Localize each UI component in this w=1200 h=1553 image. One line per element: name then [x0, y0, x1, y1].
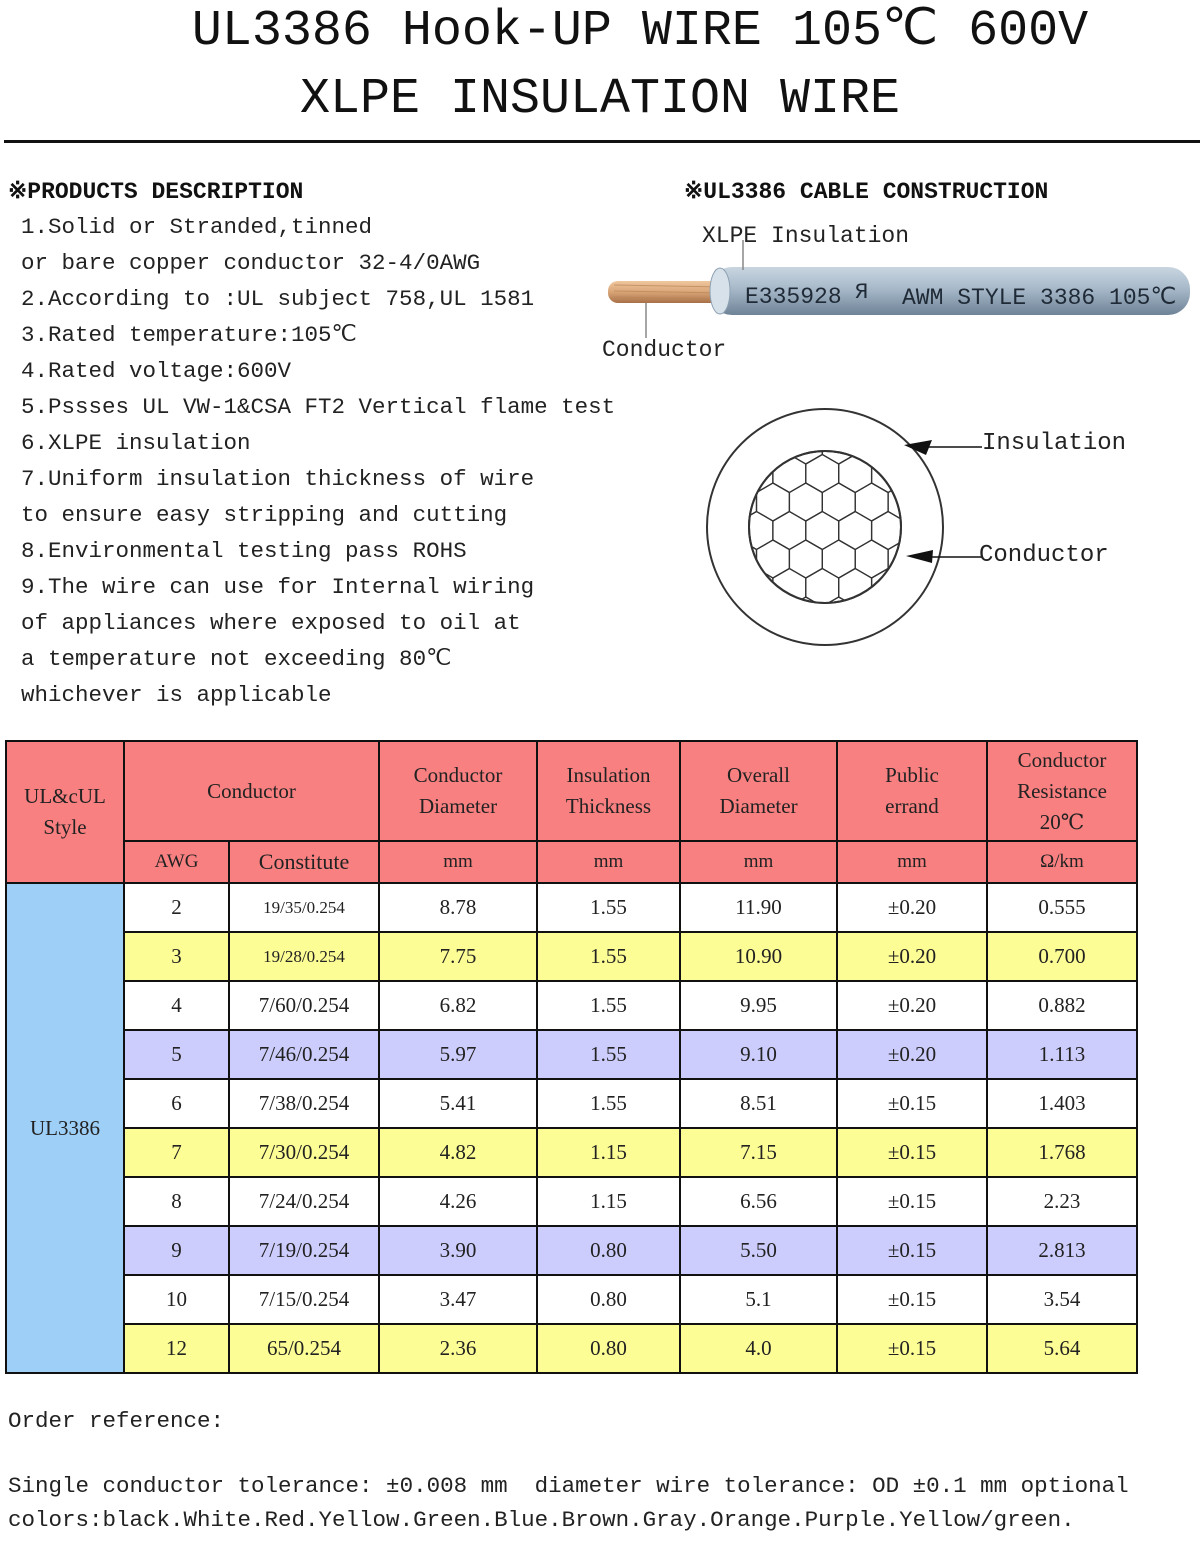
- overall-diameter-cell: 8.51: [680, 1079, 837, 1128]
- overall-diameter-cell: 11.90: [680, 883, 837, 932]
- conductor-cross-label: Conductor: [979, 542, 1109, 569]
- constitute-cell: 7/46/0.254: [229, 1030, 379, 1079]
- insulation-thickness-cell: 1.55: [537, 981, 680, 1030]
- conductor-strand: [987, 654, 990, 655]
- table-row: [6, 1275, 1137, 1324]
- conductor-strand: [789, 654, 822, 655]
- table-row: [6, 1324, 1137, 1373]
- conductor-diameter-cell: 8.78: [379, 883, 537, 932]
- unit-resistance: Ω/km: [987, 841, 1137, 883]
- conductor-strand: [938, 569, 971, 607]
- resistance-cell: 1.403: [987, 1079, 1137, 1128]
- description-line: a temperature not exceeding 80℃: [21, 646, 452, 672]
- title-line-1: UL3386 Hook-UP WIRE 105℃ 600V: [191, 3, 1089, 60]
- colors-note: colors:black.White.Red.Yellow.Green.Blue.Brown.Gray.Orange.Purple.Yellow/green.: [8, 1507, 1075, 1533]
- conductor-strand: [938, 405, 971, 436]
- conductor-strand: [954, 597, 987, 635]
- constitute-cell: 7/24/0.254: [229, 1177, 379, 1226]
- table-row: [6, 981, 1137, 1030]
- description-line: 8.Environmental testing pass ROHS: [21, 538, 467, 564]
- description-line: 4.Rated voltage:600V: [21, 358, 292, 384]
- header-overall-diameter: Overall Diameter: [680, 741, 837, 841]
- conductor-strand: [700, 654, 724, 655]
- insulation-thickness-cell: 1.55: [537, 883, 680, 932]
- public-errand-cell: ±0.15: [837, 1079, 987, 1128]
- conductor-diameter-cell: 2.36: [379, 1324, 537, 1373]
- conductor-strand: [987, 483, 990, 521]
- constitute-cell: 7/15/0.254: [229, 1275, 379, 1324]
- resistance-cell: 2.813: [987, 1226, 1137, 1275]
- awg-cell: 5: [124, 1030, 229, 1079]
- conductor-diameter-cell: 3.47: [379, 1275, 537, 1324]
- overall-diameter-cell: 10.90: [680, 932, 837, 981]
- conductor-strand: [921, 597, 954, 635]
- header-awg: AWG: [124, 841, 229, 883]
- overall-diameter-cell: 5.50: [680, 1226, 837, 1275]
- conductor-strand: [938, 455, 971, 493]
- header-style: UL&cUL Style: [6, 741, 124, 883]
- description-line: 1.Solid or Stranded,tinned: [21, 214, 373, 240]
- overall-diameter-cell: 4.0: [680, 1324, 837, 1373]
- overall-diameter-cell: 9.95: [680, 981, 837, 1030]
- header-public-errand: Public errand: [837, 741, 987, 841]
- spec-table: [5, 740, 1138, 1374]
- resistance-cell: 0.882: [987, 981, 1137, 1030]
- xlpe-insulation-label: XLPE Insulation: [702, 223, 910, 249]
- tolerance-note: Single conductor tolerance: ±0.008 mm diameter wire tolerance: OD ±0.1 mm optional: [8, 1473, 1129, 1499]
- awg-cell: 7: [124, 1128, 229, 1177]
- table-row: [6, 1079, 1137, 1128]
- title-divider: [4, 140, 1200, 143]
- conductor-diameter-cell: 7.75: [379, 932, 537, 981]
- insulation-thickness-cell: 0.80: [537, 1226, 680, 1275]
- title-line-2: XLPE INSULATION WIRE: [299, 71, 901, 128]
- constitute-cell: 7/30/0.254: [229, 1128, 379, 1177]
- public-errand-cell: ±0.20: [837, 883, 987, 932]
- description-line: of appliances where exposed to oil at: [21, 610, 521, 636]
- conductor-strand: [921, 654, 954, 655]
- awg-cell: 2: [124, 883, 229, 932]
- constitute-cell: 65/0.254: [229, 1324, 379, 1373]
- insulation-thickness-cell: 1.55: [537, 1030, 680, 1079]
- awg-cell: 3: [124, 932, 229, 981]
- conductor-diameter-cell: 3.90: [379, 1226, 537, 1275]
- style-cell: UL3386: [6, 883, 124, 1373]
- table-row: [6, 1128, 1137, 1177]
- cable-construction-heading: ※UL3386 CABLE CONSTRUCTION: [684, 179, 1049, 205]
- conductor-strand: [970, 569, 990, 607]
- jacket-print-text: AWM STYLE 3386 105℃: [902, 285, 1177, 311]
- unit-conductor-diameter: mm: [379, 841, 537, 883]
- ul-mark-icon: Я: [855, 280, 869, 305]
- conductor-strand: [938, 626, 971, 656]
- conductor-strand: [707, 626, 740, 656]
- conductor-strand: [987, 597, 990, 635]
- conductor-strand: [954, 483, 987, 521]
- insulation-thickness-cell: 0.80: [537, 1324, 680, 1373]
- description-line: to ensure easy stripping and cutting: [21, 502, 508, 528]
- constitute-cell: 7/19/0.254: [229, 1226, 379, 1275]
- insulation-thickness-cell: 1.15: [537, 1177, 680, 1226]
- resistance-cell: 3.54: [987, 1275, 1137, 1324]
- public-errand-cell: ±0.20: [837, 932, 987, 981]
- conductor-strand: [954, 654, 987, 655]
- conductor-strand: [905, 626, 938, 656]
- overall-diameter-cell: 5.1: [680, 1275, 837, 1324]
- conductor-diameter-cell: 6.82: [379, 981, 537, 1030]
- resistance-cell: 0.700: [987, 932, 1137, 981]
- conductor-strand: [700, 426, 724, 464]
- public-errand-cell: ±0.15: [837, 1128, 987, 1177]
- awg-cell: 10: [124, 1275, 229, 1324]
- public-errand-cell: ±0.15: [837, 1177, 987, 1226]
- constitute-cell: 19/28/0.254: [229, 932, 379, 981]
- header-conductor-diameter: Conductor Diameter: [379, 741, 537, 841]
- overall-diameter-cell: 9.10: [680, 1030, 837, 1079]
- order-reference: Order reference:: [8, 1408, 225, 1434]
- awg-cell: 6: [124, 1079, 229, 1128]
- description-line: 3.Rated temperature:105℃: [21, 322, 357, 348]
- products-description-list: [21, 212, 615, 716]
- resistance-cell: 5.64: [987, 1324, 1137, 1373]
- insulation-thickness-cell: 1.55: [537, 1079, 680, 1128]
- conductor-diameter-cell: 5.97: [379, 1030, 537, 1079]
- conductor-strand: [905, 405, 938, 436]
- products-description-heading: ※PRODUCTS DESCRIPTION: [8, 179, 304, 205]
- conductor-strand: [970, 626, 990, 656]
- insulation-thickness-cell: 1.55: [537, 932, 680, 981]
- public-errand-cell: ±0.15: [837, 1226, 987, 1275]
- cable-cross-section: [700, 405, 990, 655]
- conductor-strand: [757, 654, 790, 655]
- description-line: 9.The wire can use for Internal wiring: [21, 574, 535, 600]
- public-errand-cell: ±0.20: [837, 1030, 987, 1079]
- public-errand-cell: ±0.20: [837, 981, 987, 1030]
- overall-diameter-cell: 7.15: [680, 1128, 837, 1177]
- description-line: 7.Uniform insulation thickness of wire: [21, 466, 535, 492]
- header-conductor: Conductor: [124, 741, 379, 841]
- insulation-thickness-cell: 1.15: [537, 1128, 680, 1177]
- unit-insulation-thickness: mm: [537, 841, 680, 883]
- constitute-cell: 19/35/0.254: [229, 883, 379, 932]
- conductor-label: Conductor: [602, 337, 727, 363]
- resistance-cell: 1.768: [987, 1128, 1137, 1177]
- description-line: 6.XLPE insulation: [21, 430, 251, 456]
- insulation-label: Insulation: [982, 430, 1127, 457]
- header-insulation-thickness: Insulation Thickness: [537, 741, 680, 841]
- conductor-diameter-cell: 4.82: [379, 1128, 537, 1177]
- description-line: 2.According to :UL subject 758,UL 1581: [21, 286, 535, 312]
- public-errand-cell: ±0.15: [837, 1275, 987, 1324]
- table-row: [6, 1030, 1137, 1079]
- public-errand-cell: ±0.15: [837, 1324, 987, 1373]
- awg-cell: 9: [124, 1226, 229, 1275]
- insulation-thickness-cell: 0.80: [537, 1275, 680, 1324]
- conductor-strand: [888, 654, 921, 655]
- conductor-diameter-cell: 5.41: [379, 1079, 537, 1128]
- conductor-strand: [855, 654, 888, 655]
- jacket-print-code: E335928: [745, 284, 842, 310]
- resistance-cell: 1.113: [987, 1030, 1137, 1079]
- unit-overall-diameter: mm: [680, 841, 837, 883]
- constitute-cell: 7/60/0.254: [229, 981, 379, 1030]
- description-line: or bare copper conductor 32-4/0AWG: [21, 250, 481, 276]
- conductor-strand: [724, 654, 757, 655]
- resistance-cell: 0.555: [987, 883, 1137, 932]
- conductor-strand: [970, 455, 990, 493]
- table-row: [6, 932, 1137, 981]
- conductor-strand: [822, 654, 855, 655]
- description-line: whichever is applicable: [21, 682, 332, 708]
- awg-cell: 8: [124, 1177, 229, 1226]
- resistance-cell: 2.23: [987, 1177, 1137, 1226]
- header-conductor-resistance: Conductor Resistance 20℃: [987, 741, 1137, 841]
- conductor-strand: [700, 597, 724, 635]
- constitute-cell: 7/38/0.254: [229, 1079, 379, 1128]
- awg-cell: 4: [124, 981, 229, 1030]
- table-row: [6, 1226, 1137, 1275]
- header-constitute: Constitute: [229, 841, 379, 883]
- unit-public-errand: mm: [837, 841, 987, 883]
- table-row: [6, 883, 1137, 932]
- awg-cell: 12: [124, 1324, 229, 1373]
- description-line: 5.Pssses UL VW-1&CSA FT2 Vertical flame test: [21, 394, 616, 420]
- conductor-diameter-cell: 4.26: [379, 1177, 537, 1226]
- conductor-strand: [707, 405, 740, 436]
- table-row: [6, 1177, 1137, 1226]
- overall-diameter-cell: 6.56: [680, 1177, 837, 1226]
